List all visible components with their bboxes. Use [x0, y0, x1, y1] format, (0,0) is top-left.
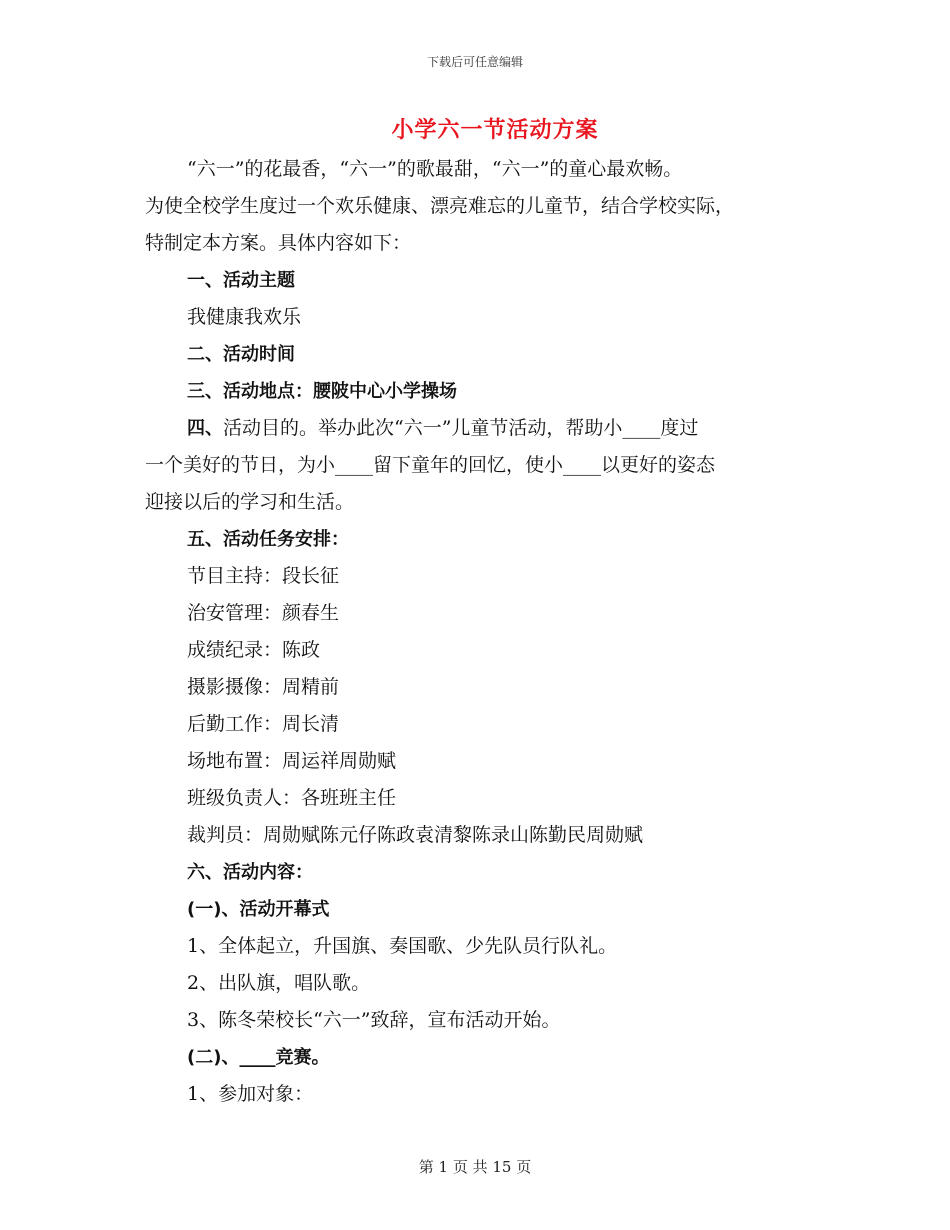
section-heading-tasks: 五、活动任务安排： — [187, 529, 349, 550]
intro-line: 特制定本方案。具体内容如下： — [145, 232, 412, 254]
document-body — [145, 151, 825, 1113]
section-text-theme: 我健康我欢乐 — [187, 306, 302, 328]
task-item: 裁判员：周勋赋陈元仔陈政袁清黎陈录山陈勤民周勋赋 — [187, 824, 644, 846]
task-item: 治安管理：颜春生 — [187, 602, 340, 624]
section-heading-time: 二、活动时间 — [187, 344, 295, 365]
task-item: 节目主持：段长征 — [187, 565, 340, 587]
task-item: 场地布置：周运祥周勋赋 — [187, 750, 397, 772]
section-heading-theme: 一、活动主题 — [187, 270, 295, 291]
section-heading-content: 六、活动内容： — [187, 862, 313, 883]
intro-line: 为使全校学生度过一个欢乐健康、漂亮难忘的儿童节，结合学校实际， — [145, 195, 735, 217]
section-purpose-label: 四、 — [187, 418, 223, 439]
page-footer-info: 第 1 页 共 15 页 — [418, 1158, 532, 1176]
opening-item: 1、全体起立，升国旗、奏国歌、少先队员行队礼。 — [187, 935, 618, 957]
section-purpose-line — [145, 410, 825, 447]
section-purpose-text: 活动目的。举办此次“六一”儿童节活动，帮助小____度过 — [223, 417, 699, 439]
opening-item: 3、陈冬荣校长“六一”致辞，宣布活动开始。 — [187, 1009, 561, 1031]
competition-item: 1、参加对象： — [187, 1083, 314, 1105]
intro-line: “六一”的花最香，“六一”的歌最甜，“六一”的童心最欢畅。 — [187, 158, 683, 180]
section-purpose-line: 一个美好的节日，为小____留下童年的回忆，使小____以更好的姿态 — [145, 454, 716, 476]
task-item: 摄影摄像：周精前 — [187, 676, 340, 698]
subsection-heading-competition: (二)、____竞赛。 — [187, 1047, 330, 1068]
section-heading-location: 三、活动地点：腰陂中心小学操场 — [187, 381, 457, 402]
task-item: 后勤工作：周长清 — [187, 713, 340, 735]
task-item: 成绩纪录：陈政 — [187, 639, 321, 661]
page-header-note: 下载后可任意编辑 — [426, 55, 523, 69]
task-item: 班级负责人：各班班主任 — [187, 787, 397, 809]
subsection-heading-opening: (一)、活动开幕式 — [187, 899, 330, 920]
opening-item: 2、出队旗，唱队歌。 — [187, 972, 371, 994]
section-purpose-line: 迎接以后的学习和生活。 — [145, 491, 355, 513]
document-title: 小学六一节活动方案 — [391, 118, 599, 143]
